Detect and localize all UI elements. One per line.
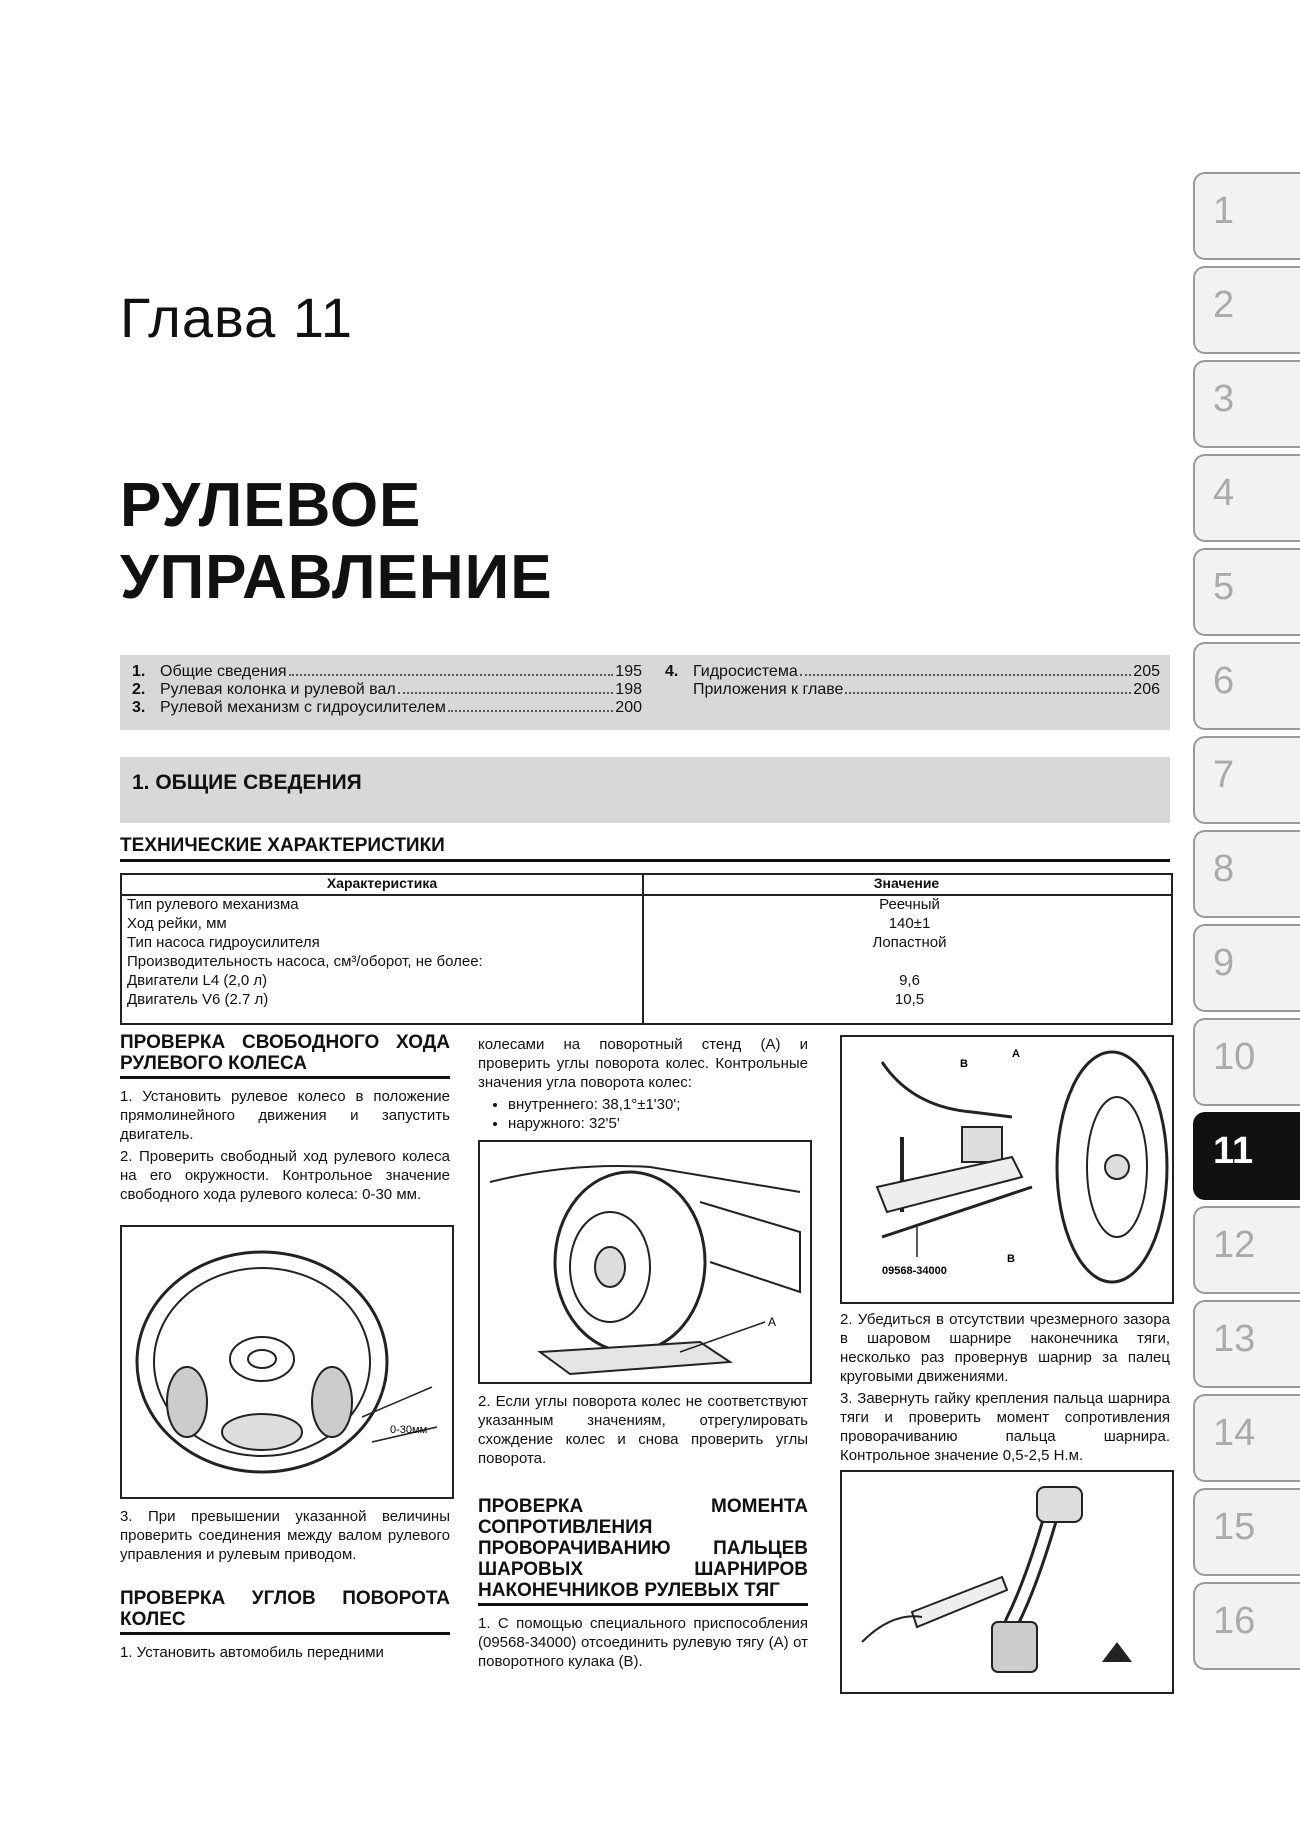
figure-tie-rod-tool [840,1035,1174,1304]
toc-page: 200 [615,699,642,716]
spec-name: Производительность насоса, см³/оборот, не более: [127,953,483,970]
tab-label: 6 [1213,660,1235,702]
tab-chapter-8[interactable] [1193,830,1300,918]
tab-label: 4 [1213,472,1235,514]
toc-item[interactable] [665,681,1160,699]
spec-heading: ТЕХНИЧЕСКИЕ ХАРАКТЕРИСТИКИ [120,835,1170,862]
tab-chapter-9[interactable] [1193,924,1300,1012]
paragraph: 3. При превышении указанной величины проверить соединения между валом рулевого управления и рулевым приводом. [120,1508,450,1563]
list-item: • наружного: 32'5' [508,1114,808,1133]
toc-number: 3. [132,699,146,716]
spec-value: Реечный [879,896,940,913]
tab-label: 11 [1213,1130,1254,1172]
paragraph: 1. Установить рулевое колесо в положение прямолинейного движения и запустить двигатель. [120,1088,450,1143]
tab-label: 13 [1213,1318,1256,1360]
tab-label: 1 [1213,190,1235,232]
toc-leader [398,681,614,694]
tab-label: 12 [1213,1224,1256,1266]
tab-chapter-10[interactable] [1193,1018,1300,1106]
title-line-2: УПРАВЛЕНИЕ [120,543,553,612]
figure-torque-wrench [840,1470,1174,1694]
tab-label: 8 [1213,848,1235,890]
heading-turn-angles: ПРОВЕРКА УГЛОВ ПОВОРОТА КОЛЕС [120,1588,450,1635]
spec-table-header [122,875,1171,896]
toc-text: Рулевая колонка и рулевой вал [160,681,396,698]
tab-label: 5 [1213,566,1235,608]
toc-item[interactable] [665,663,1160,681]
bullet-list [478,1095,808,1133]
spec-header-value: Значение [873,875,940,891]
spec-name: Тип насоса гидроусилителя [127,934,320,951]
table-row [127,915,1167,933]
table-row [127,953,1167,971]
toc-leader [289,663,614,676]
paragraph: 1. С помощью специального приспособления (09568-34000) отсоединить рулевую тягу (А) от поворотного кулака (В). [478,1615,808,1670]
table-row [127,934,1167,952]
table-row [127,991,1167,1009]
toc-number: 2. [132,681,146,698]
spec-name: Ход рейки, мм [127,915,227,932]
toc-page: 205 [1133,663,1160,680]
spec-table [120,873,1173,1025]
section-title: 1. ОБЩИЕ СВЕДЕНИЯ [132,771,362,794]
figure-label: 0-30мм [390,1424,428,1436]
spec-value: 10,5 [894,991,925,1008]
toc-right-column [665,663,1160,699]
tab-label: 14 [1213,1412,1256,1454]
toc-item[interactable] [132,699,642,717]
tab-label: 3 [1213,378,1235,420]
text-column-1-lower [120,1507,450,1665]
figure-label: B [960,1058,968,1070]
title-line-1: РУЛЕВОЕ [120,471,422,540]
figure-label: B [1007,1253,1015,1265]
tab-chapter-15[interactable] [1193,1488,1300,1576]
tab-chapter-4[interactable] [1193,454,1300,542]
paragraph: колесами на поворотный стенд (А) и проверить углы поворота колес. Контрольные значения угла поворота колес: [478,1036,808,1091]
figure-turntable [478,1140,812,1384]
table-row [127,896,1167,914]
table-row [127,972,1167,990]
tie-rod-puller-illustration [842,1037,1172,1302]
tab-chapter-2[interactable] [1193,266,1300,354]
tab-chapter-13[interactable] [1193,1300,1300,1388]
tab-label: 9 [1213,942,1235,984]
tab-chapter-14[interactable] [1193,1394,1300,1482]
heading-free-play: ПРОВЕРКА СВОБОДНОГО ХОДА РУЛЕВОГО КОЛЕСА [120,1032,450,1079]
toc-leader [448,699,613,712]
tab-label: 2 [1213,284,1235,326]
figure-label: A [768,1315,777,1329]
toc-page: 206 [1133,681,1160,698]
toc-item[interactable] [132,663,642,681]
toc-text: Приложения к главе [693,681,844,698]
tab-label: 16 [1213,1600,1256,1642]
tab-chapter-6[interactable] [1193,642,1300,730]
paragraph: 3. Завернуть гайку крепления пальца шарнира тяги и проверить момент сопротивления проворачиванию пальца шарнира. Контрольное значение 0,5-2,5 Н.м. [840,1390,1170,1464]
tab-chapter-12[interactable] [1193,1206,1300,1294]
toc-leader [845,681,1131,694]
wheel-on-turntable-illustration [480,1142,810,1382]
tab-chapter-7[interactable] [1193,736,1300,824]
spec-name: Двигатели L4 (2,0 л) [127,972,268,989]
text-column-1 [120,1032,450,1207]
toc-text: Общие сведения [160,663,287,680]
tab-chapter-16[interactable] [1193,1582,1300,1670]
spec-name: Двигатель V6 (2.7 л) [127,991,269,1008]
toc-item[interactable] [132,681,642,699]
text-column-2-lower [478,1392,808,1674]
tab-label: 10 [1213,1036,1256,1078]
chapter-title [120,470,553,614]
tab-chapter-5[interactable] [1193,548,1300,636]
toc-text: Гидросистема [693,663,798,680]
toc-page: 198 [615,681,642,698]
table-of-contents [120,655,1170,730]
paragraph: 2. Если углы поворота колес не соответствуют указанным значениям, отрегулировать схождение колес и снова проверить углы поворота. [478,1393,808,1467]
steering-wheel-illustration [122,1227,452,1497]
tab-chapter-11-active[interactable] [1193,1112,1300,1200]
paragraph: 1. Установить автомобиль передними [120,1644,384,1661]
torque-wrench-illustration [842,1472,1172,1692]
toc-page: 195 [615,663,642,680]
toc-number [665,681,693,699]
toc-left-column [132,663,642,717]
spec-value: 140±1 [888,915,931,932]
list-item: • внутреннего: 38,1°±1'30'; [508,1095,808,1114]
figure-label: 09568-34000 [882,1265,947,1277]
toc-leader [800,663,1132,676]
text-column-2 [478,1035,808,1133]
text-column-3 [840,1310,1170,1468]
section-banner [120,757,1170,823]
toc-number: 1. [132,663,146,680]
paragraph: 2. Проверить свободный ход рулевого колеса на его окружности. Контрольное значение свободного хода рулевого колеса: 0-30 мм. [120,1148,450,1203]
tab-label: 15 [1213,1506,1256,1548]
heading-ball-joint-torque: ПРОВЕРКА МОМЕНТА СОПРОТИВЛЕНИЯ ПРОВОРАЧИВАНИЮ ПАЛЬЦЕВ ШАРОВЫХ ШАРНИРОВ НАКОНЕЧНИКОВ РУЛЕВЫХ ТЯГ [478,1496,808,1606]
chapter-label: Глава 11 [120,286,353,349]
tab-label: 7 [1213,754,1235,796]
spec-name: Тип рулевого механизма [127,896,299,913]
toc-number: 4. [665,663,679,680]
tab-chapter-1[interactable] [1193,172,1300,260]
toc-text: Рулевой механизм с гидроусилителем [160,699,446,716]
figure-label: A [1012,1048,1020,1060]
figure-steering-wheel [120,1225,454,1499]
spec-header-characteristic: Характеристика [326,875,438,891]
tab-chapter-3[interactable] [1193,360,1300,448]
spec-value: Лопастной [872,934,947,951]
paragraph: 2. Убедиться в отсутствии чрезмерного зазора в шаровом шарнире наконечника тяги, несколько раз провернув шарнир за палец круговыми движениями. [840,1311,1170,1385]
spec-value: 9,6 [899,972,920,989]
